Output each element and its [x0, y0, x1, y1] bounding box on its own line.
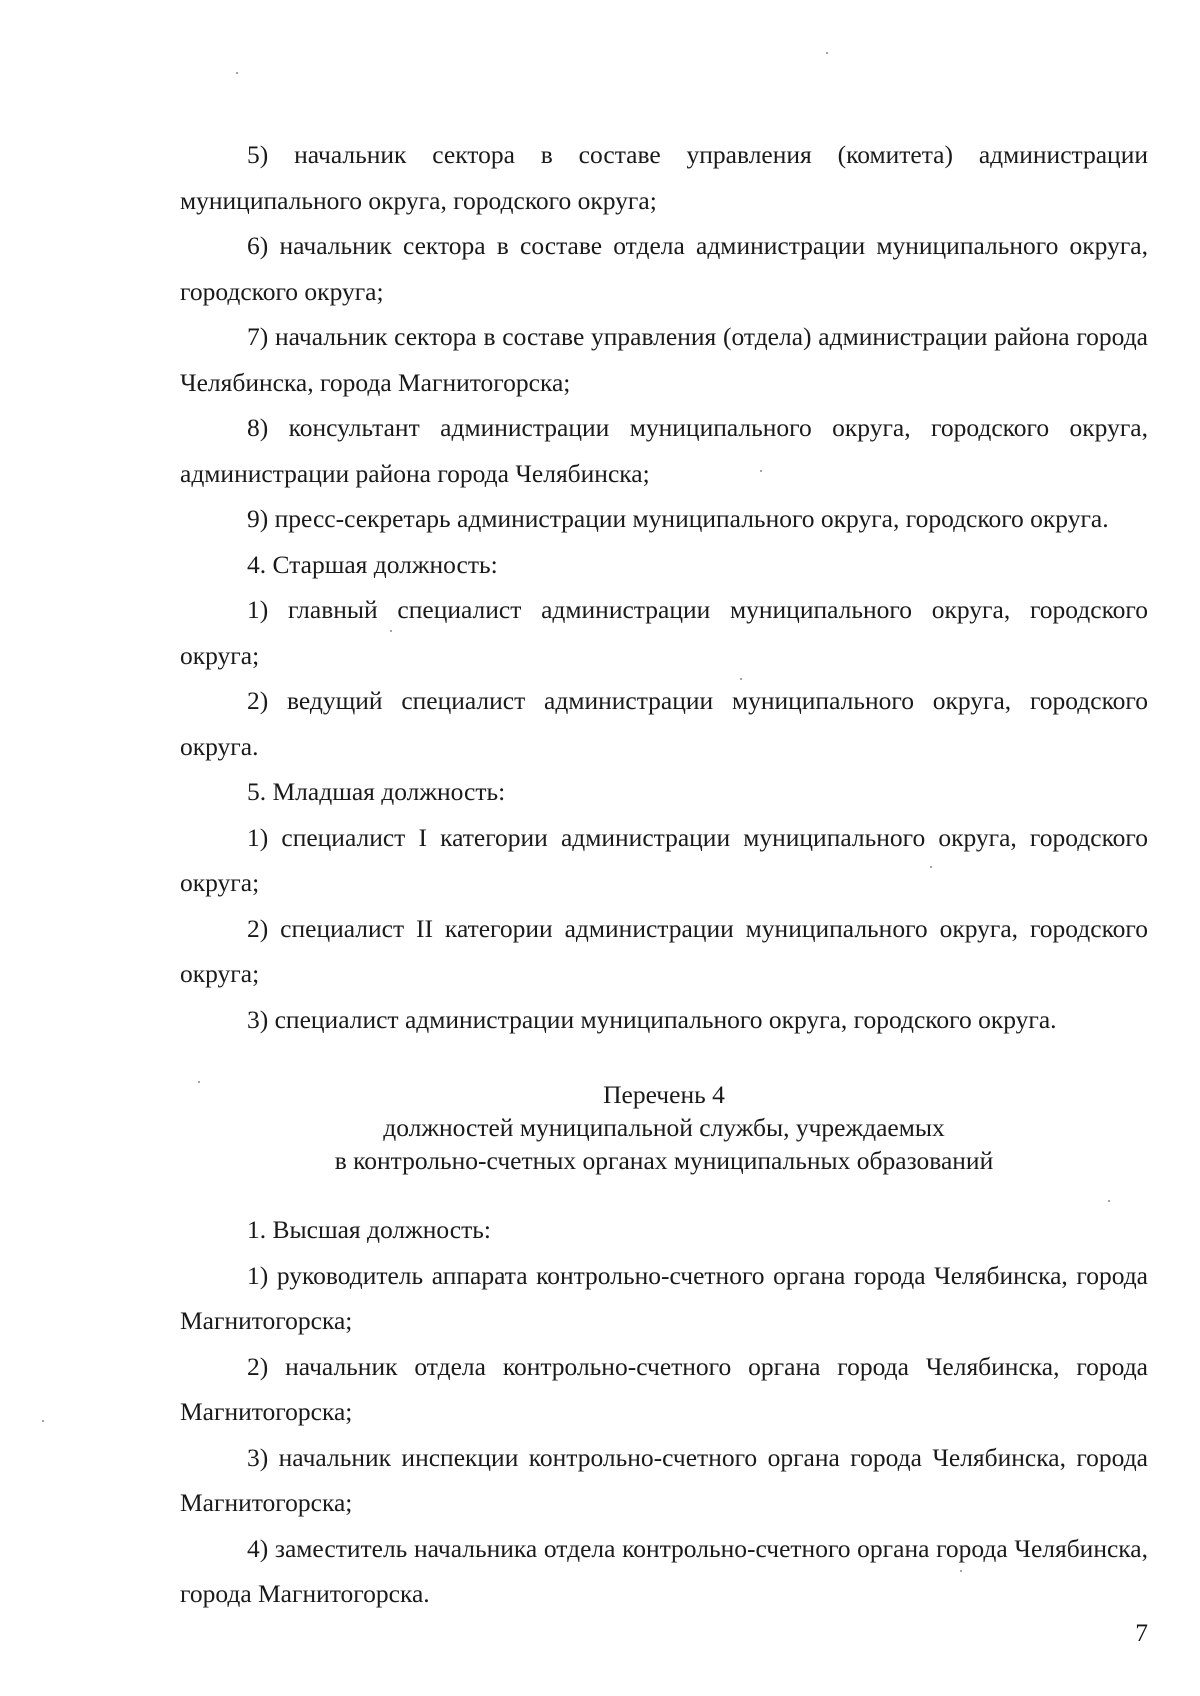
- list-heading-title: Перечень 4: [603, 1080, 725, 1109]
- scan-speck: [760, 470, 762, 472]
- list-item: 2) специалист II категории администрации муниципального округа, городского округа;: [180, 913, 1148, 988]
- scan-speck: [236, 72, 238, 74]
- list-item: 4) заместитель начальника отдела контрольно-счетного органа города Челябинска, города Магнитогорска.: [180, 1533, 1148, 1608]
- scan-speck: [826, 52, 828, 54]
- document-body: [180, 132, 1148, 1617]
- scan-speck: [42, 1420, 44, 1422]
- list-item: 2) начальник отдела контрольно-счетного органа города Челябинска, города Магнитогорска;: [180, 1351, 1148, 1426]
- list-item: 3) начальник инспекции контрольно-счетного органа города Челябинска, города Магнитогорска;: [180, 1442, 1148, 1517]
- section-title-senior: 4. Старшая должность:: [247, 549, 498, 579]
- list-heading: [180, 1078, 1148, 1177]
- list-heading-subtitle: должностей муниципальной службы, учреждаемых: [383, 1113, 945, 1142]
- list-item: 6) начальник сектора в составе отдела администрации муниципального округа, городского округа;: [180, 231, 1148, 306]
- section-title-highest: 1. Высшая должность:: [247, 1215, 491, 1244]
- list-item: 1) руководитель аппарата контрольно-счетного органа города Челябинска, города Магнитогорска;: [180, 1260, 1148, 1335]
- scan-speck: [960, 1570, 962, 1572]
- list-item: 9) пресс-секретарь администрации муниципального округа, городского округа.: [247, 504, 1109, 533]
- scan-speck: [930, 866, 932, 868]
- section-title-junior: 5. Младшая должность:: [247, 777, 506, 806]
- scan-speck: [390, 630, 392, 632]
- scan-speck: [198, 1081, 200, 1083]
- list-item: 3) специалист администрации муниципального округа, городского округа.: [247, 1004, 1057, 1034]
- list-item: 5) начальник сектора в составе управления (комитета) администрации муниципального округа, городского округа;: [180, 140, 1148, 215]
- scan-speck: [1108, 1200, 1110, 1202]
- page-number: 7: [1135, 1618, 1148, 1647]
- list-item: 8) консультант администрации муниципального округа, городского округа, администрации района города Челябинска;: [180, 413, 1148, 488]
- list-item: 1) главный специалист администрации муниципального округа, городского округа;: [180, 595, 1148, 670]
- list-heading-subtitle: в контрольно-счетных органах муниципальных образований: [334, 1146, 994, 1175]
- list-item: 1) специалист I категории администрации муниципального округа, городского округа;: [180, 822, 1148, 897]
- list-item: 7) начальник сектора в составе управления (отдела) администрации района города Челябинска, города Магнитогорска;: [180, 322, 1148, 397]
- list-item: 2) ведущий специалист администрации муниципального округа, городского округа.: [180, 686, 1148, 761]
- scan-speck: [740, 678, 742, 680]
